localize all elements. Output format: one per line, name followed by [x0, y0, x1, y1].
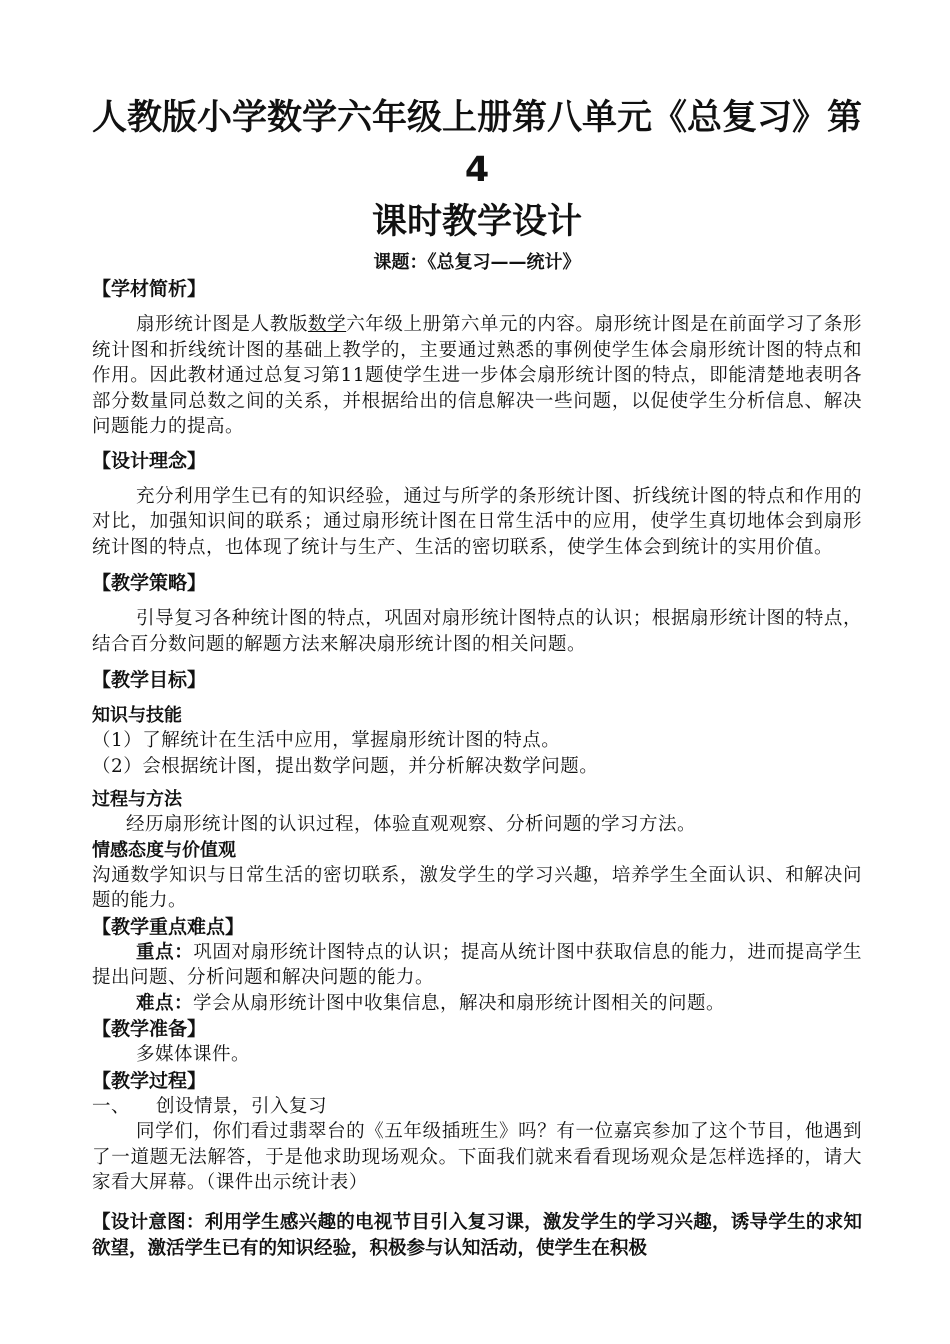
section-heading-keypoints: 【教学重点难点】 [92, 915, 245, 938]
process-method-title: 过程与方法 [92, 789, 182, 810]
document-title [92, 92, 862, 248]
step-1-title: 创设情景，引入复习 [156, 1095, 328, 1117]
section-heading-prep: 【教学准备】 [92, 1018, 207, 1040]
section-heading-goals: 【教学目标】 [92, 669, 207, 691]
design-intent-paragraph: 【设计意图：利用学生感兴趣的电视节目引入复习课，激发学生的学习兴趣，诱导学生的求知欲望，激活学生已有的知识经验，积极参与认知活动，使学生在积极 [92, 1211, 862, 1259]
difficulty-paragraph [92, 991, 862, 1017]
step-1-heading [92, 1094, 862, 1120]
knowledge-skills-title: 知识与技能 [92, 705, 182, 726]
section-heading-concept: 【设计理念】 [92, 449, 207, 472]
step-1-text: 同学们，你们看过翡翠台的《五年级插班生》吗？有一位嘉宾参加了这个节目，他遇到了一道题无法解答，于是他求助现场观众。下面我们就来看看现场观众是怎样选择的，请大家看大屏幕。（课件出示统计表） [92, 1121, 862, 1193]
section-heading-process: 【教学过程】 [92, 1069, 207, 1092]
process-method-text: 经历扇形统计图的认识过程，体验直观观察、分析问题的学习方法。 [126, 814, 697, 835]
key-point-paragraph [92, 940, 862, 991]
analysis-paragraph [92, 312, 862, 440]
knowledge-item-2: （2）会根据统计图，提出数学问题，并分析解决数学问题。 [92, 755, 599, 777]
concept-paragraph: 充分利用学生已有的知识经验，通过与所学的条形统计图、折线统计图的特点和作用的对比，加强知识间的联系；通过扇形统计图在日常生活中的应用，使学生真切地体会到扇形统计图的特点，也体现了统计与生产、生活的密切联系，使学生体会到统计的实用价值。 [92, 485, 862, 558]
difficulty-label: 难点： [136, 992, 194, 1014]
emotion-values-text: 沟通数学知识与日常生活的密切联系，激发学生的学习兴趣，培养学生全面认识、和解决问题的能力。 [92, 864, 862, 911]
key-point-label: 重点： [136, 941, 194, 963]
math-link[interactable]: 数学 [307, 314, 347, 335]
analysis-text-pre: 扇形统计图是人教版 [136, 314, 308, 335]
prep-text: 多媒体课件。 [136, 1044, 251, 1065]
step-1-number: 一、 [92, 1095, 131, 1117]
section-heading-analysis: 【学材简析】 [92, 278, 207, 300]
title-line-2: 课时教学设计 [371, 202, 582, 242]
key-point-text: 巩固对扇形统计图特点的认识；提高从统计图中获取信息的能力，进而提高学生提出问题、分析问题和解决问题的能力。 [92, 941, 862, 988]
lesson-subtitle: 课题：《总复习——统计》 [373, 252, 581, 273]
difficulty-text: 学会从扇形统计图中收集信息，解决和扇形统计图相关的问题。 [193, 992, 726, 1014]
knowledge-item-1: （1）了解统计在生活中应用，掌握扇形统计图的特点。 [92, 730, 561, 751]
strategy-paragraph: 引导复习各种统计图的特点，巩固对扇形统计图特点的认识；根据扇形统计图的特点，结合百分数问题的解题方法来解决扇形统计图的相关问题。 [92, 608, 862, 655]
analysis-text-post: 六年级上册第六单元的内容。扇形统计图是在前面学习了条形统计图和折线统计图的基础上教学的，主要通过熟悉的事例使学生体会扇形统计图的特点和作用。因此教材通过总复习第11题使学生进一步体会扇形统计图的特点，即能清楚地表明各部分数量同总数之间的关系，并根据给出的信息解决一些问题，以促使学生分析信息、解决问题能力的提高。 [92, 314, 862, 437]
title-line-1: 人教版小学数学六年级上册第八单元《总复习》第4 [92, 98, 863, 190]
emotion-values-title: 情感态度与价值观 [92, 839, 236, 861]
section-heading-strategy: 【教学策略】 [92, 572, 207, 594]
